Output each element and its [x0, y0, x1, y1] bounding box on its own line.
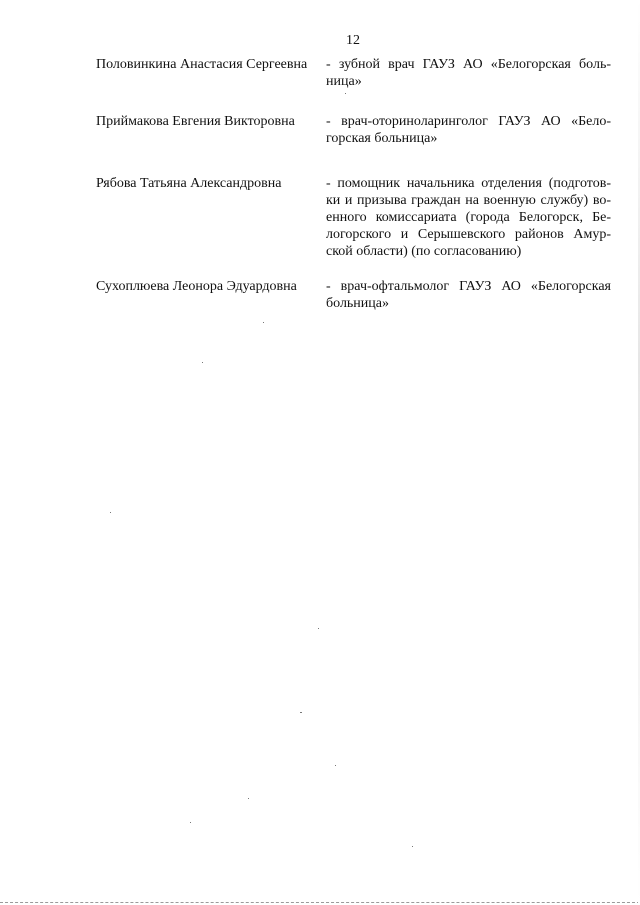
- scan-speck: [248, 798, 249, 799]
- scan-speck: [263, 322, 264, 323]
- scan-speck: [202, 362, 203, 363]
- member-role: - зубной врач ГАУЗ АО «Белогорская боль-ница»: [326, 57, 611, 89]
- scan-speck: [110, 512, 111, 513]
- list-item: [96, 113, 611, 147]
- member-name: Рябова Татьяна Александровна: [96, 176, 282, 191]
- scan-speck: [412, 846, 413, 847]
- scan-edge-line: [0, 902, 640, 903]
- member-role: - помощник начальника отделения (подготов-ки и призыва граждан на военную службу) во-енного комиссариата (города Белогорск, Бе-логорского и Серышевского районов Амур-ской области) (по согласованию): [326, 176, 611, 259]
- member-role: - врач-оториноларинголог ГАУЗ АО «Бело-горская больница»: [326, 114, 611, 146]
- scan-speck: [318, 628, 319, 629]
- scan-speck: [300, 712, 302, 713]
- members-list: [96, 56, 611, 334]
- member-role: - врач-офтальмолог ГАУЗ АО «Белогорская больница»: [326, 279, 611, 311]
- scan-speck: [335, 765, 336, 766]
- member-name: Сухоплюева Леонора Эдуардовна: [96, 279, 297, 294]
- member-name: Половинкина Анастасия Сергеевна: [96, 57, 308, 72]
- list-item: [96, 56, 611, 90]
- list-item: [96, 175, 611, 260]
- member-name: Приймакова Евгения Викторовна: [96, 114, 295, 129]
- scan-speck: [345, 93, 346, 94]
- list-item: [96, 278, 611, 312]
- scan-speck: [190, 822, 191, 823]
- page-number: 12: [346, 33, 360, 48]
